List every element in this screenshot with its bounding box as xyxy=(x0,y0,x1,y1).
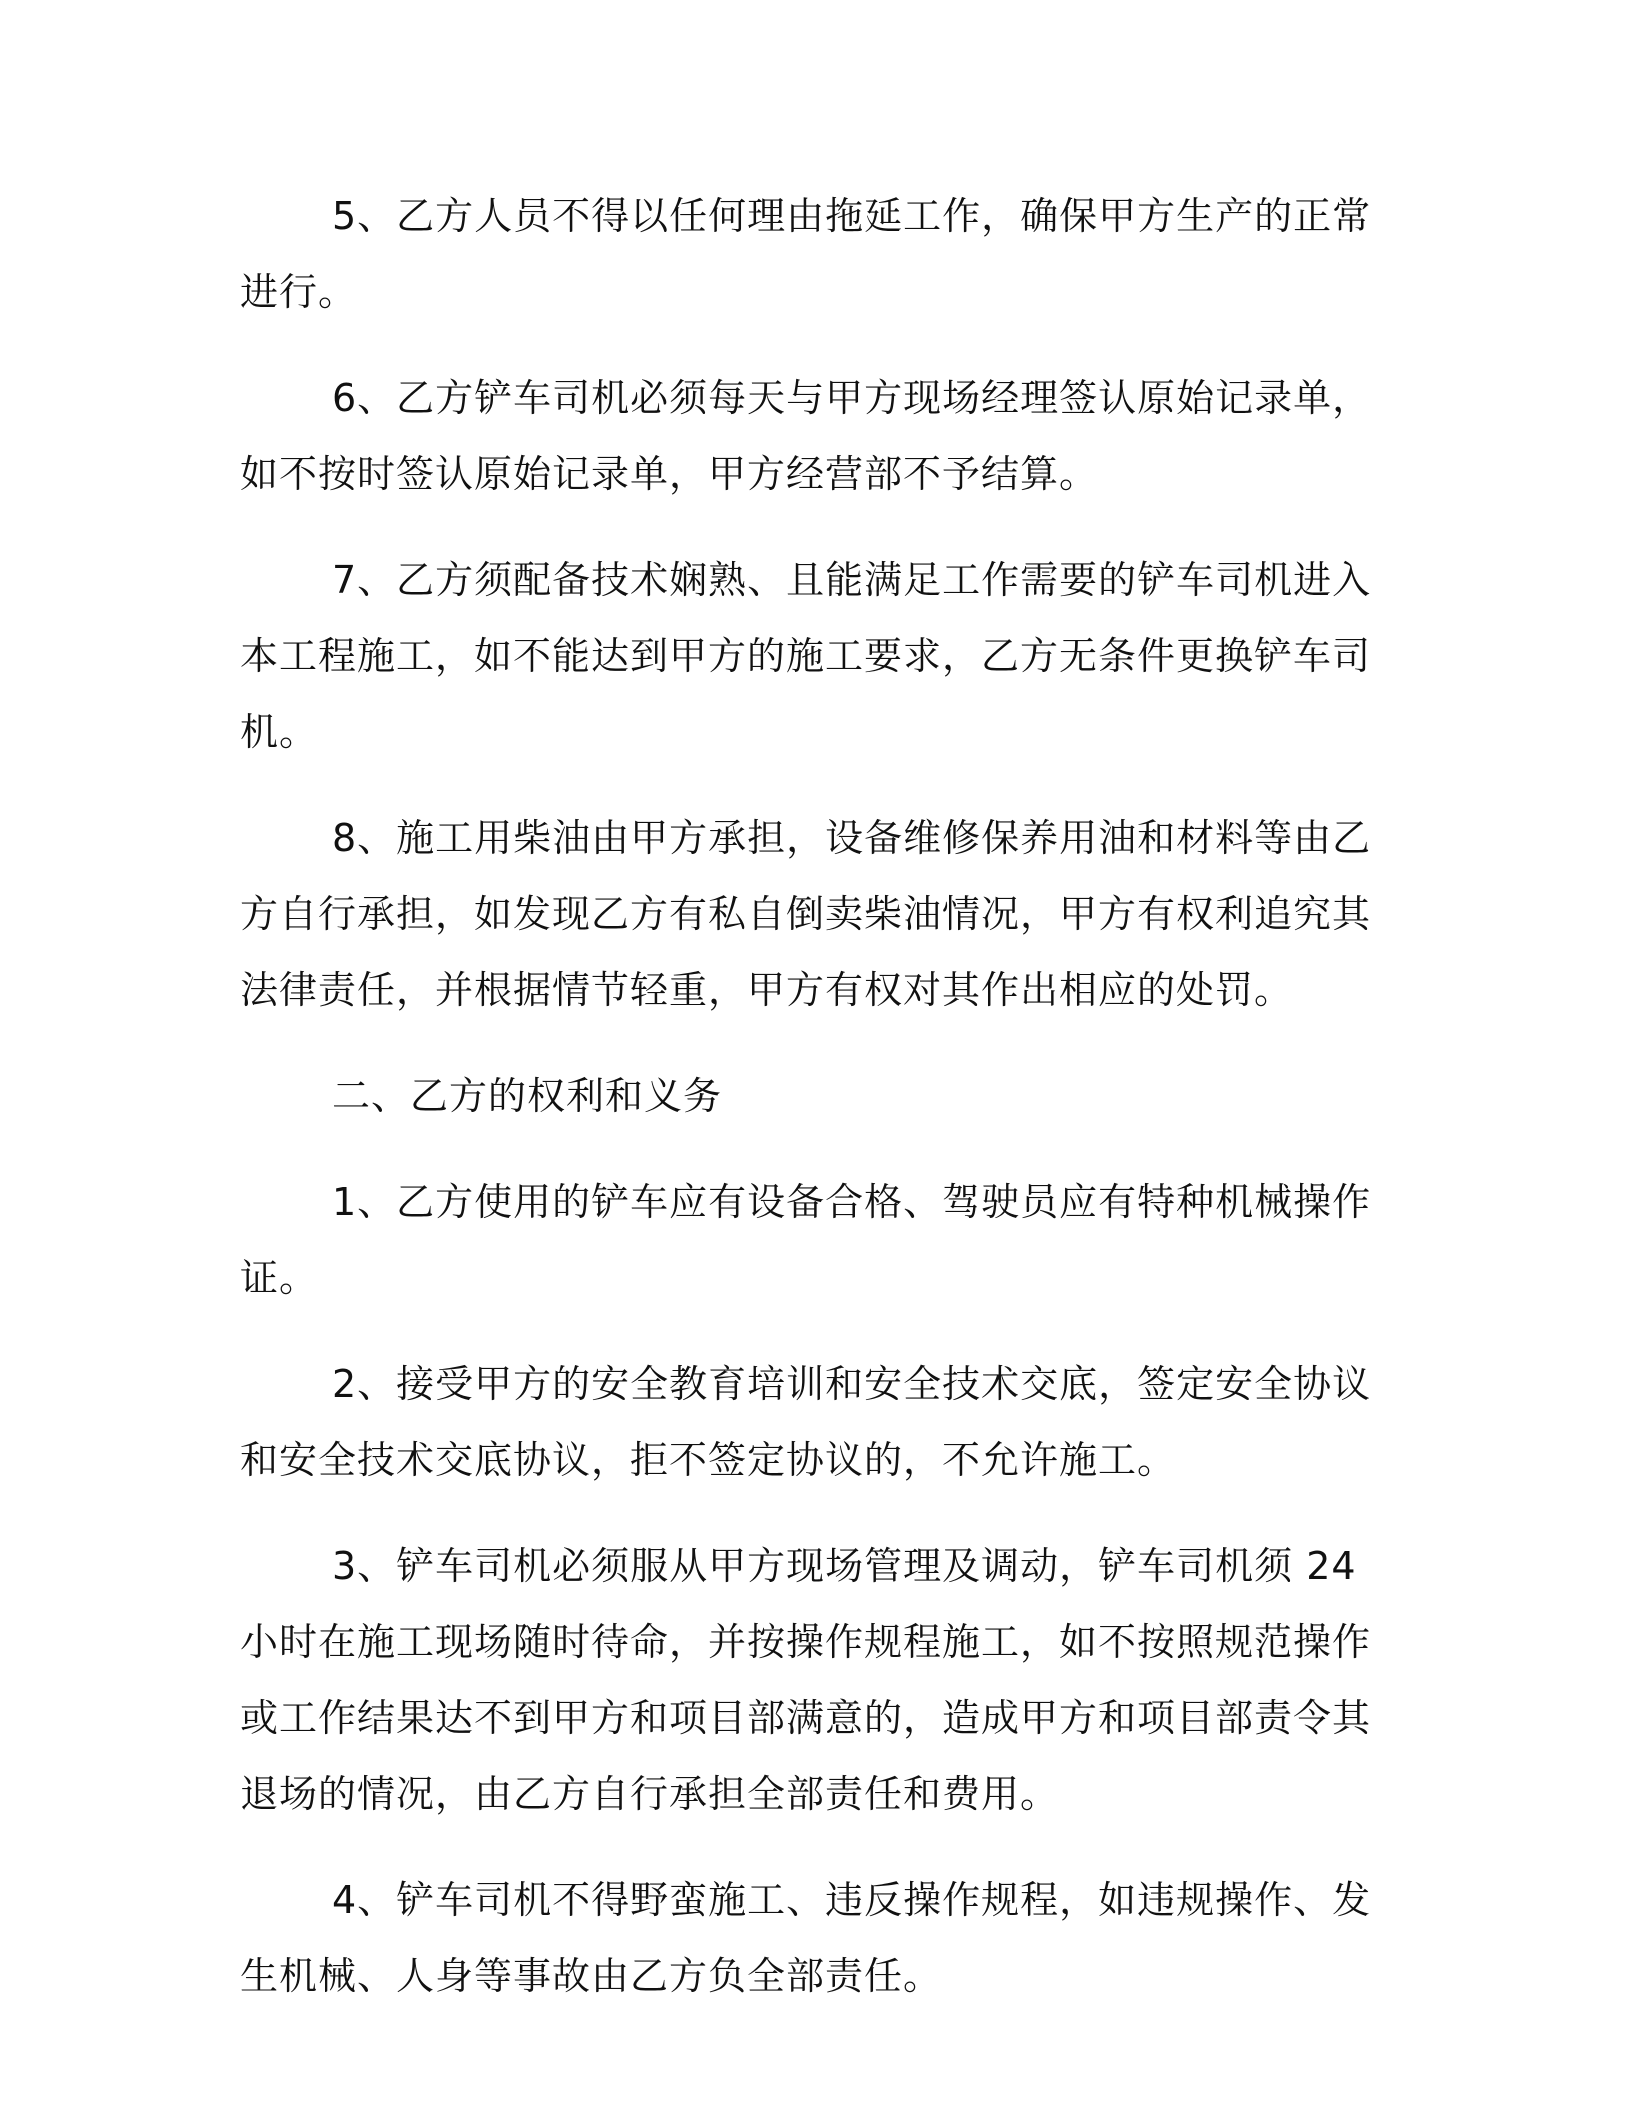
clause-6: 6、乙方铲车司机必须每天与甲方现场经理签认原始记录单，如不按时签认原始记录单，甲方经营部不予结算。 xyxy=(240,376,1372,496)
clause-b2: 2、接受甲方的安全教育培训和安全技术交底，签定安全协议和安全技术交底协议，拒不签定协议的，不允许施工。 xyxy=(240,1362,1372,1482)
clause-b4: 4、铲车司机不得野蛮施工、违反操作规程，如违规操作、发生机械、人身等事故由乙方负全部责任。 xyxy=(240,1878,1372,1998)
clause-5: 5、乙方人员不得以任何理由拖延工作，确保甲方生产的正常进行。 xyxy=(240,194,1372,314)
clause-b1: 1、乙方使用的铲车应有设备合格、驾驶员应有特种机械操作证。 xyxy=(240,1180,1372,1300)
clause-8: 8、施工用柴油由甲方承担，设备维修保养用油和材料等由乙方自行承担，如发现乙方有私自倒卖柴油情况，甲方有权利追究其法律责任，并根据情节轻重，甲方有权对其作出相应的处罚。 xyxy=(240,816,1372,1012)
section-heading: 二、乙方的权利和义务 xyxy=(332,1074,723,1118)
clause-7: 7、乙方须配备技术娴熟、且能满足工作需要的铲车司机进入本工程施工，如不能达到甲方的施工要求，乙方无条件更换铲车司机。 xyxy=(240,558,1372,754)
document-body xyxy=(240,178,1380,2014)
clause-b3: 3、铲车司机必须服从甲方现场管理及调动，铲车司机须 24 小时在施工现场随时待命，并按操作规程施工，如不按照规范操作或工作结果达不到甲方和项目部满意的，造成甲方和项目部责令其退场的情况，由乙方自行承担全部责任和费用。 xyxy=(240,1544,1372,1816)
